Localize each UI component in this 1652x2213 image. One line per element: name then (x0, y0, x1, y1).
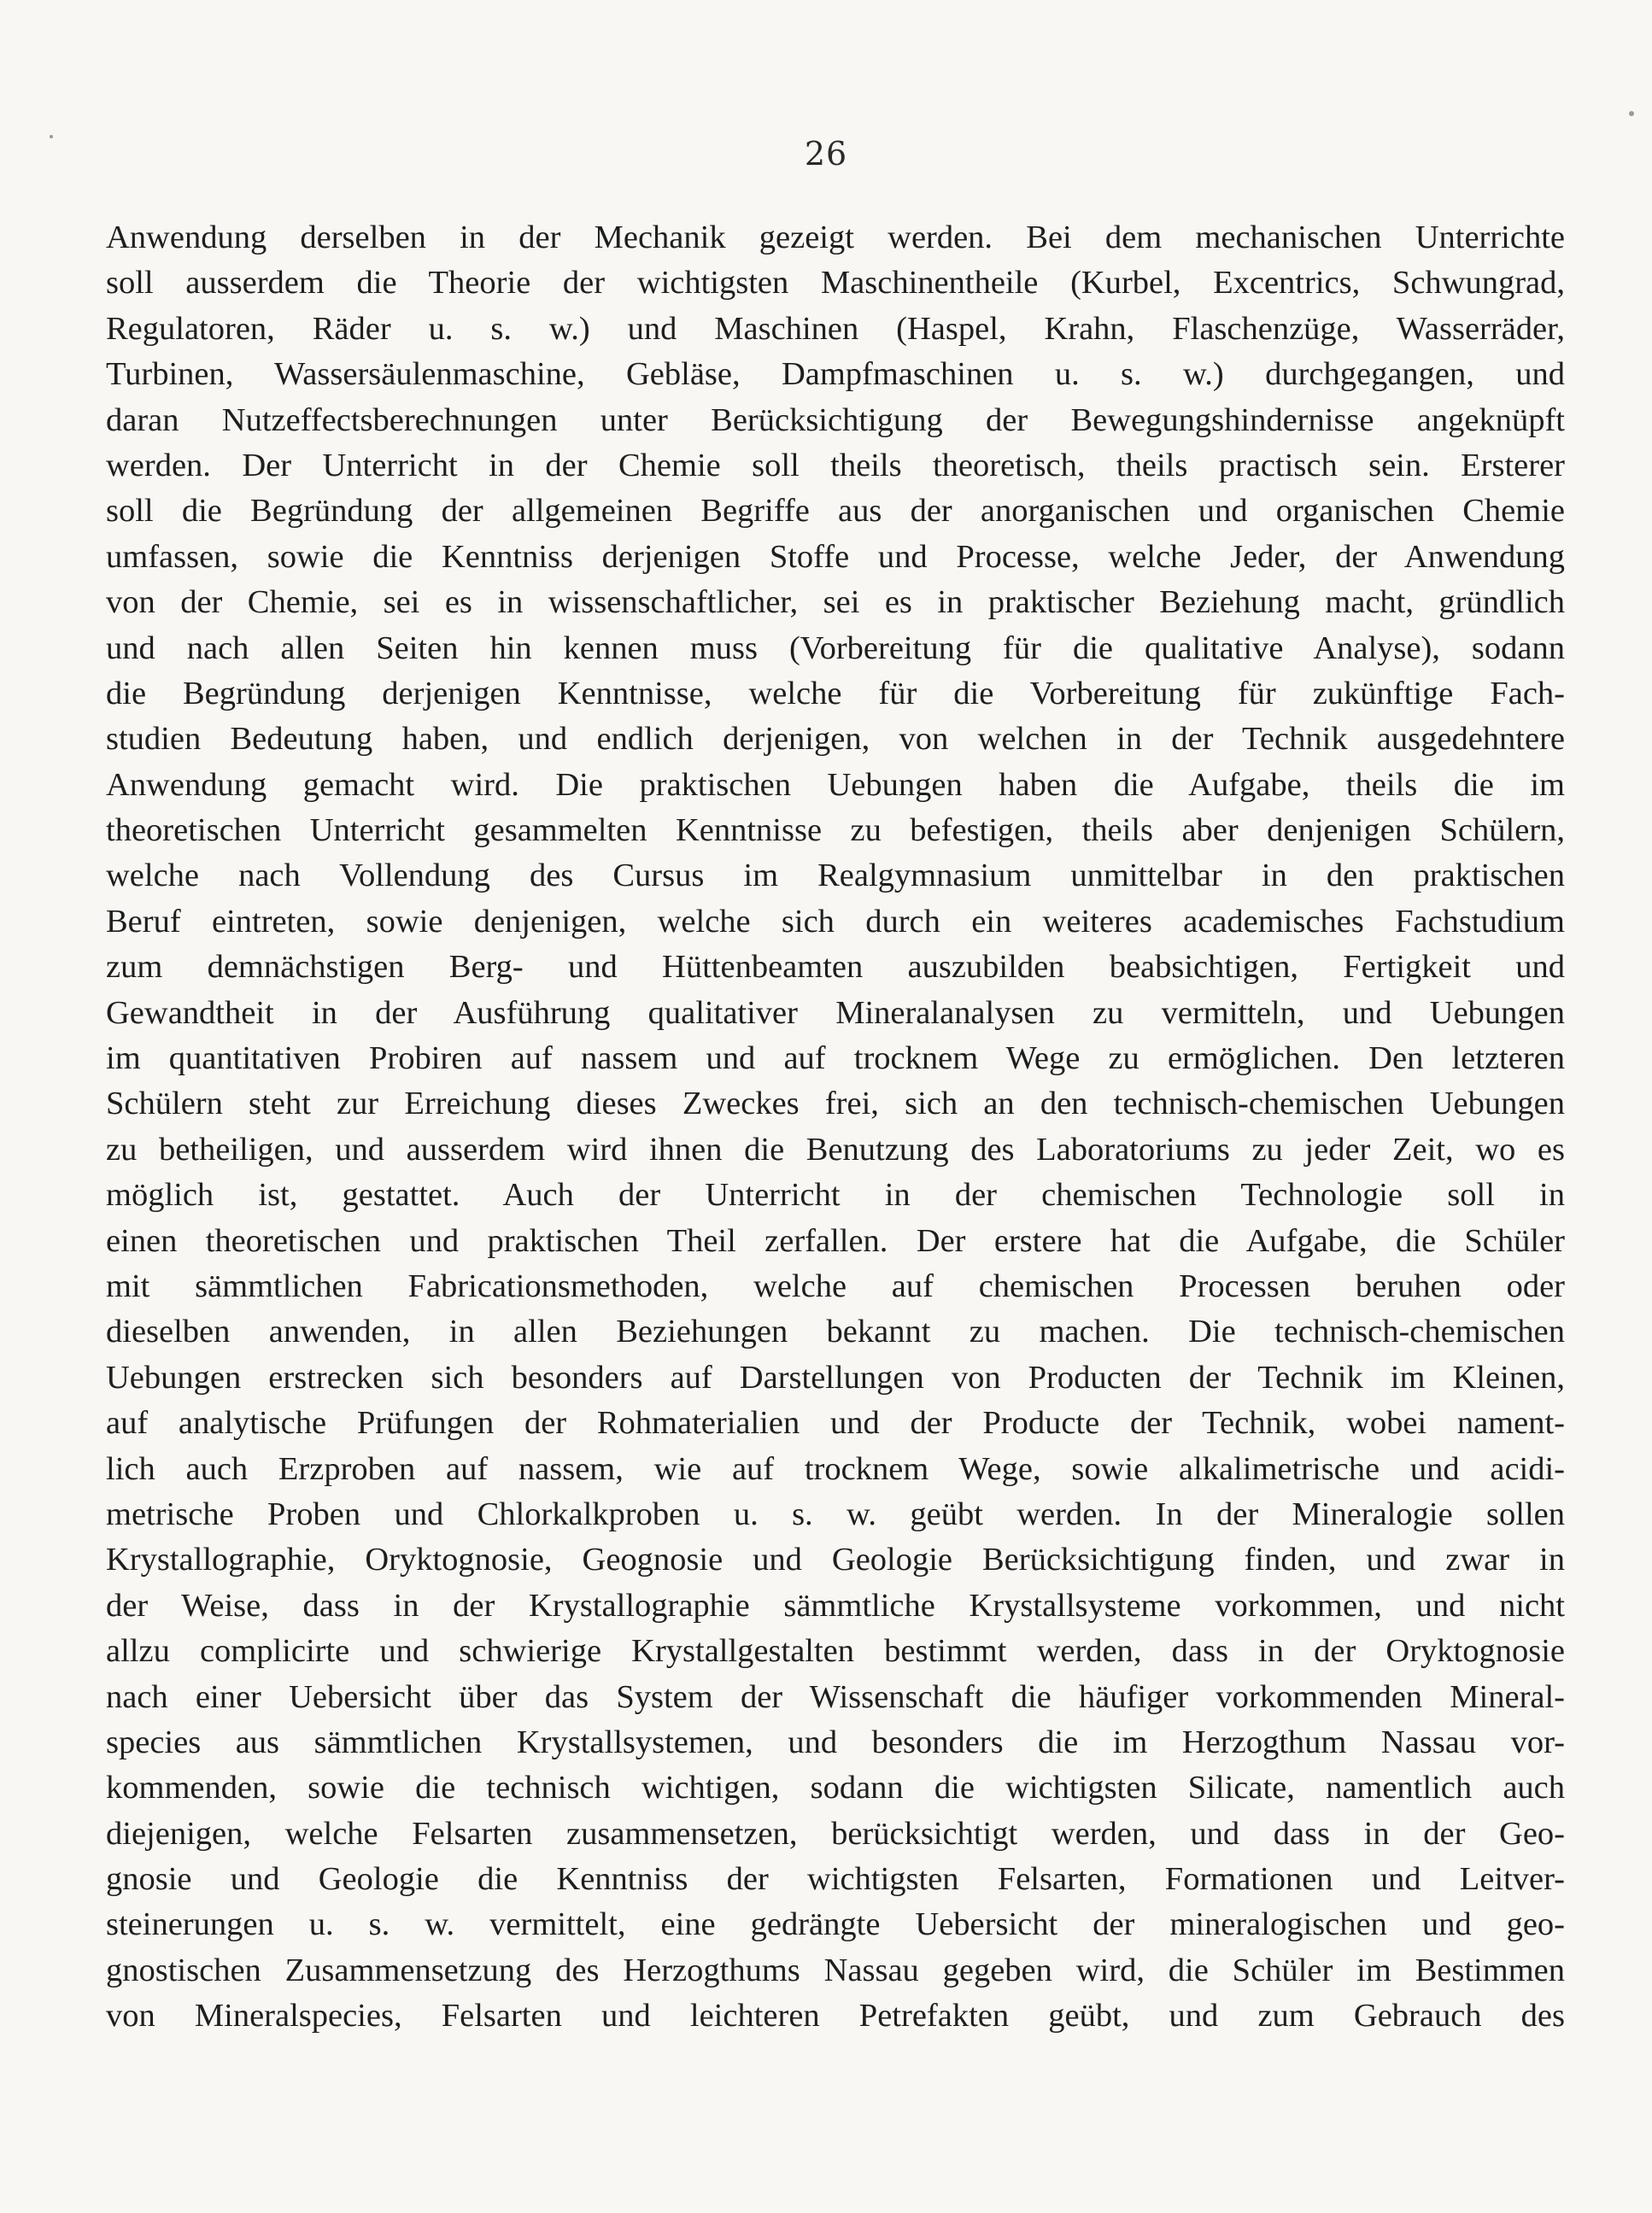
text-line: Schülern steht zur Erreichung dieses Zweckes frei, sich an den technisch-chemischen Uebungen (106, 1086, 1565, 1122)
text-line: Regulatoren, Räder u. s. w.) und Maschinen (Haspel, Krahn, Flaschenzüge, Wasserräder, (106, 310, 1565, 347)
text-line: studien Bedeutung haben, und endlich derjenigen, von welchen in der Technik ausgedehntere (106, 721, 1565, 758)
text-line: von Mineralspecies, Felsarten und leichteren Petrefakten geübt, und zum Gebrauch des (106, 1998, 1565, 2034)
text-line: diejenigen, welche Felsarten zusammensetzen, berücksichtigt werden, und dass in der Geo- (106, 1815, 1565, 1852)
text-line: werden. Der Unterricht in der Chemie soll theils theoretisch, theils practisch sein. Ersterer (106, 447, 1565, 483)
text-line: Turbinen, Wassersäulenmaschine, Gebläse, Dampfmaschinen u. s. w.) durchgegangen, und (106, 356, 1565, 393)
text-line: umfassen, sowie die Kenntniss derjenigen Stoffe und Processe, welche Jeder, der Anwendung (106, 538, 1565, 575)
text-line: im quantitativen Probiren auf nassem und auf trocknem Wege zu ermöglichen. Den letzteren (106, 1040, 1565, 1077)
text-line: zum demnächstigen Berg- und Hüttenbeamten auszubilden beabsichtigen, Fertigkeit und (106, 949, 1565, 986)
text-line: Anwendung gemacht wird. Die praktischen Uebungen haben die Aufgabe, theils die im (106, 766, 1565, 803)
text-line: mit sämmtlichen Fabricationsmethoden, welche auf chemischen Processen beruhen oder (106, 1267, 1565, 1304)
text-line: die Begründung derjenigen Kenntnisse, welche für die Vorbereitung für zukünftige Fach- (106, 675, 1565, 711)
text-line: daran Nutzeffectsberechnungen unter Berücksichtigung der Bewegungshindernisse angeknüpft (106, 401, 1565, 438)
text-line: Uebungen erstrecken sich besonders auf Darstellungen von Producten der Technik im Kleinen, (106, 1359, 1565, 1396)
text-line: möglich ist, gestattet. Auch der Unterricht in der chemischen Technologie soll in (106, 1177, 1565, 1214)
text-line: soll ausserdem die Theorie der wichtigsten Maschinentheile (Kurbel, Excentrics, Schwungrad, (106, 265, 1565, 302)
text-line: von der Chemie, sei es in wissenschaftlicher, sei es in praktischer Beziehung macht, gründlich (106, 584, 1565, 621)
text-line: Beruf eintreten, sowie denjenigen, welche sich durch ein weiteres academisches Fachstudium (106, 903, 1565, 940)
text-line: Krystallographie, Oryktognosie, Geognosie und Geologie Berücksichtigung finden, und zwar in (106, 1542, 1565, 1578)
text-line: steinerungen u. s. w. vermittelt, eine gedrängte Uebersicht der mineralogischen und geo- (106, 1906, 1565, 1943)
paper-speck (1629, 111, 1634, 116)
text-line: Gewandtheit in der Ausführung qualitativer Mineralanalysen zu vermitteln, und Uebungen (106, 994, 1565, 1031)
text-line: und nach allen Seiten hin kennen muss (Vorbereitung für die qualitative Analyse), sodann (106, 629, 1565, 666)
text-line: dieselben anwenden, in allen Beziehungen bekannt zu machen. Die technisch-chemischen (106, 1314, 1565, 1350)
text-line: kommenden, sowie die technisch wichtigen, sodann die wichtigsten Silicate, namentlich auch (106, 1770, 1565, 1806)
text-line: soll die Begründung der allgemeinen Begriffe aus der anorganischen und organischen Chemie (106, 493, 1565, 530)
page-number: 26 (804, 135, 848, 173)
text-line: species aus sämmtlichen Krystallsystemen, und besonders die im Herzogthum Nassau vor- (106, 1724, 1565, 1760)
text-line: gnosie und Geologie die Kenntniss der wichtigsten Felsarten, Formationen und Leitver- (106, 1861, 1565, 1898)
text-line: lich auch Erzproben auf nassem, wie auf trocknem Wege, sowie alkalimetrische und acidi- (106, 1450, 1565, 1487)
text-line: metrische Proben und Chlorkalkproben u. s. w. geübt werden. In der Mineralogie sollen (106, 1496, 1565, 1532)
text-line: nach einer Uebersicht über das System der Wissenschaft die häufiger vorkommenden Mineral- (106, 1678, 1565, 1715)
text-line: der Weise, dass in der Krystallographie sämmtliche Krystallsysteme vorkommen, und nicht (106, 1587, 1565, 1624)
text-line: gnostischen Zusammensetzung des Herzogthums Nassau gegeben wird, die Schüler im Bestimmen (106, 1952, 1565, 1988)
text-line: Anwendung derselben in der Mechanik gezeigt werden. Bei dem mechanischen Unterrichte (106, 220, 1565, 255)
text-line: zu betheiligen, und ausserdem wird ihnen die Benutzung des Laboratoriums zu jeder Zeit, wo es (106, 1131, 1565, 1168)
text-line: welche nach Vollendung des Cursus im Realgymnasium unmittelbar in den praktischen (106, 858, 1565, 894)
text-line: einen theoretischen und praktischen Theil zerfallen. Der erstere hat die Aufgabe, die Schüler (106, 1222, 1565, 1259)
body-text (106, 215, 1565, 2040)
text-line: auf analytische Prüfungen der Rohmaterialien und der Producte der Technik, wobei nament- (106, 1405, 1565, 1442)
text-line: theoretischen Unterricht gesammelten Kenntnisse zu befestigen, theils aber denjenigen Schülern, (106, 812, 1565, 849)
text-line: allzu complicirte und schwierige Krystallgestalten bestimmt werden, dass in der Oryktognosie (106, 1633, 1565, 1670)
